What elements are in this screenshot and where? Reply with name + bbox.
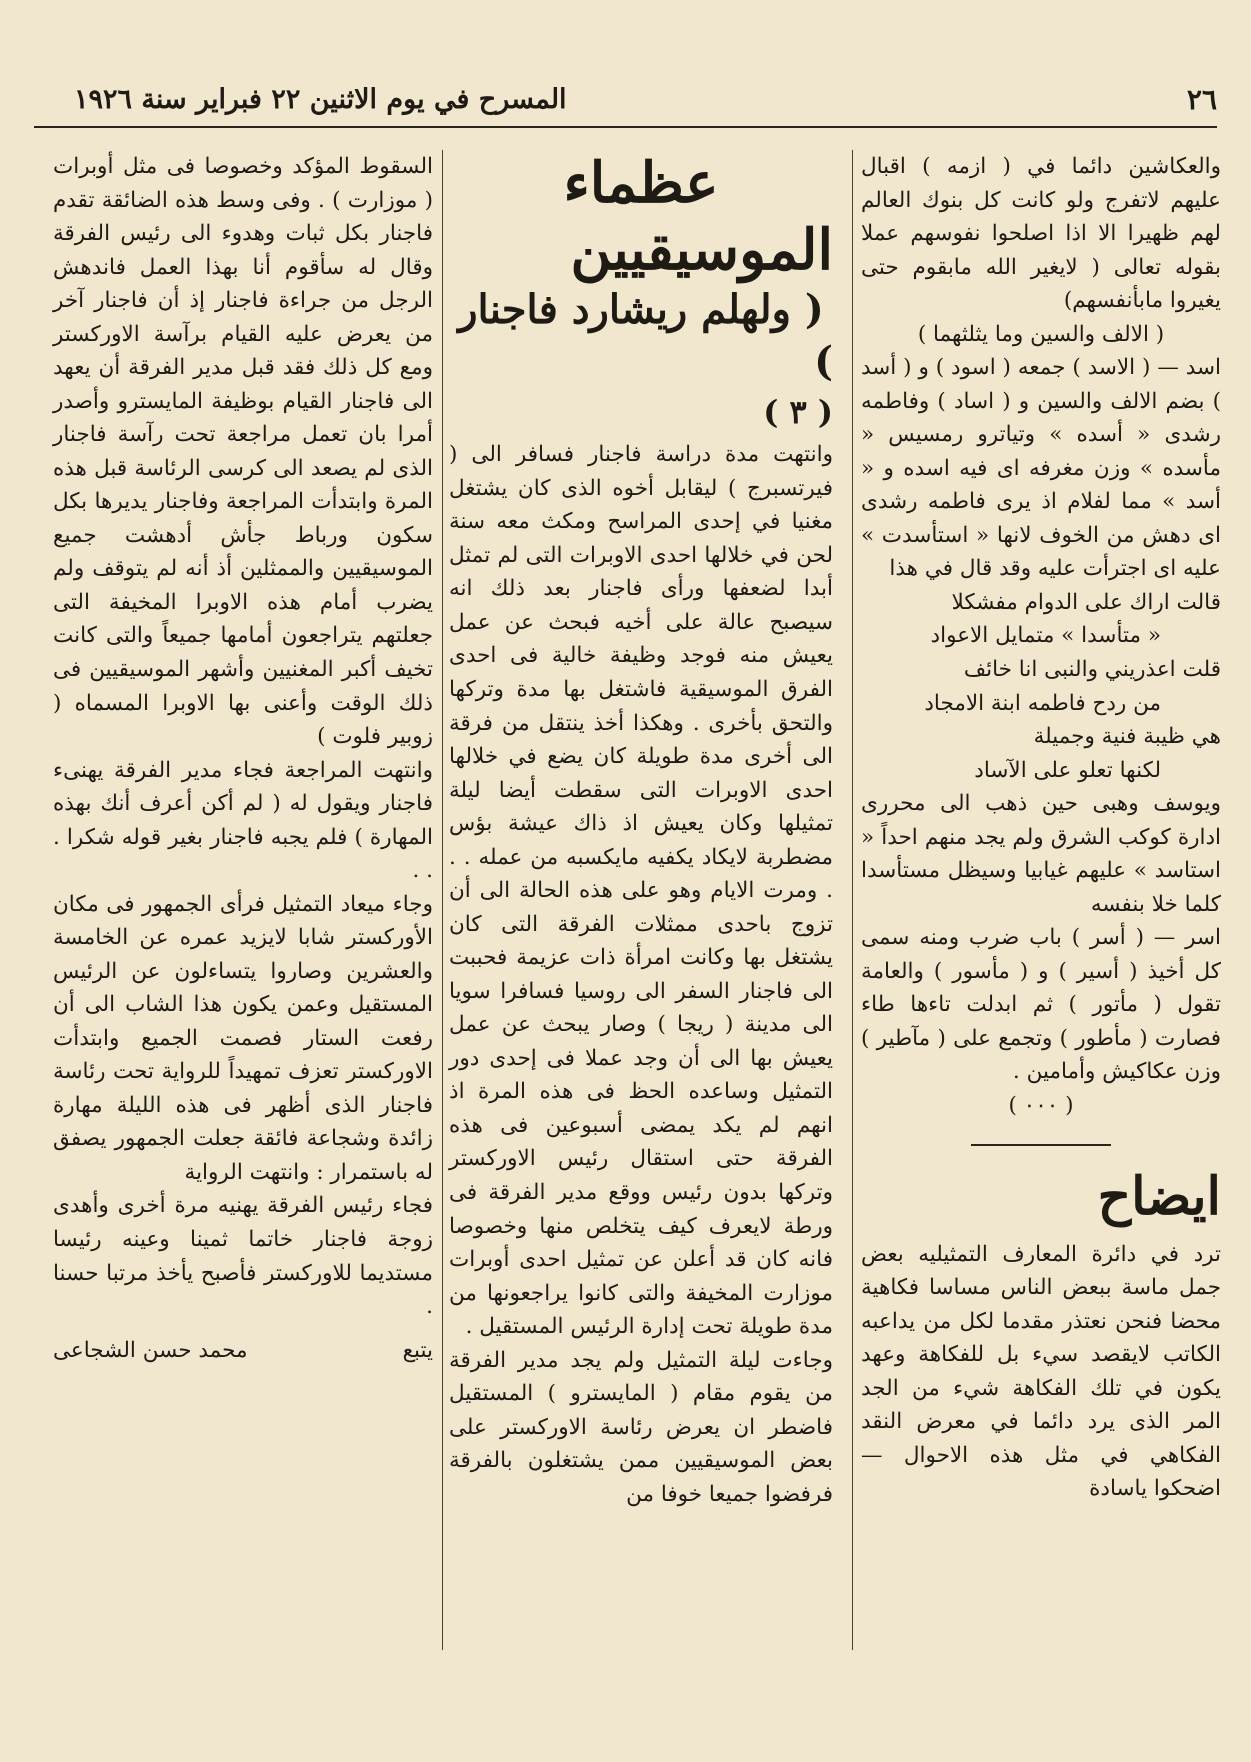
author-name: محمد حسن الشجاعى xyxy=(53,1337,248,1363)
header-title: المسرح في يوم الاثنين ٢٢ فبراير سنة ١٩٢٦ xyxy=(74,83,567,115)
verse-line: من ردح فاطمه ابنة الامجاد xyxy=(924,690,1161,716)
signature-line xyxy=(53,1334,433,1368)
verse-line: لكنها تعلو على الآساد xyxy=(974,757,1161,783)
section-title: ايضاح xyxy=(1097,1166,1221,1228)
verse-line: قلت اعذريني والنبى انا خائف xyxy=(963,656,1221,682)
middle-column xyxy=(449,150,833,1511)
paragraph: وانتهت المراجعة فجاء مدير الفرقة يهنىء فاجنار ويقول له ( لم أكن أعرف أنك بهذه المهارة ) فلم يجبه فاجنار بغير قوله شكرا . . . xyxy=(53,757,433,884)
page-header xyxy=(34,72,1217,128)
subheading: ( الالف والسين وما يثلثهما ) xyxy=(917,321,1165,347)
paragraph: وانتهت مدة دراسة فاجنار فسافر الى ( فيرتسبرج ) ليقابل أخوه الذى كان يشتغل مغنيا في إحدى المراسح ومكث معه سنة لحن في خلالها احدى الاوبرات التى لم تمثل أبدا لضعفها ورأى فاجنار بعد ذلك انه سيصبح عالة على أخيه فبحث عن عمل يعيش منه فوجد وظيفة خالية فى احدى الفرق الموسيقية فاشتغل بها مدة وتركها والتحق بأخرى . وهكذا أخذ ينتقل من فرقة الى أخرى مدة طويلة كان يضع في خلالها احدى الاوبرات التى سقطت أيضا ليلة تمثيلها وكان يعيش اذ ذاك عيشة بؤس مضطربة لايكاد يكفيه مايكسبه من عمله . . . ومرت الايام وهو على هذه الحالة الى أن تزوج باحدى ممثلات الفرقة التى كان يشتغل بها وكانت امرأة ذات عزيمة فحببت الى فاجنار السفر الى روسيا فسافرا سويا الى مدينة ( ريجا ) وصار يبحث عن عمل يعيش بها الى أن وجد عملا فى إحدى دور التمثيل وساعده الحظ فى هذه المرة اذ انهم لم يكد يمضى أسبوعين فى هذه الفرقة حتى استقال رئيس الاوركستر وتركها بدون رئيس ووقع مدير الفرقة فى ورطة لايعرف كيف يتخلص منها وخصوصا فانه كان قد أعلن عن تمثيل احدى أوبرات موزارت المخيفة والتى كانوا يراجعونها من مدة طويلة تحت إدارة الرئيس المستقيل . xyxy=(449,442,833,1340)
section-separator xyxy=(971,1144,1111,1146)
paragraph: فجاء رئيس الفرقة يهنيه مرة أخرى وأهدى زوجة فاجنار خاتما ثمينا وعينه رئيسا مستديما للاوركستر فأصبح يأخذ مرتبا حسنا . xyxy=(53,1193,433,1320)
paragraph: والعكاشين دائما في ( ازمه ) اقبال عليهم لاتفرج ولو كانت كل بنوك العالم لهم ظهيرا الا اذا اصلحوا نفوسهم عملا بقوله تعالى ( لايغير الله مابقوم حتى يغيروا مابأنفسهم) xyxy=(861,154,1221,314)
paragraph: اسر — ( أسر ) باب ضرب ومنه سمى كل أخيذ ( أسير ) و ( مأسور ) والعامة تقول ( مأتور ) ثم ابدلت تاءها طاء فصارت ( مأطور ) وتجمع على ( مآطير ) وزن عكاكيش وأمامين . xyxy=(861,925,1221,1085)
column-divider xyxy=(852,150,853,1650)
end-mark: ( ٠٠٠ ) xyxy=(1008,1092,1074,1118)
column-divider xyxy=(442,150,443,1650)
article-subtitle: ( ولهلم ريشارد فاجنار ) xyxy=(458,286,833,386)
paragraph: وجاءت ليلة التمثيل ولم يجد مدير الفرقة من يقوم مقام ( المايسترو ) المستقيل فاضطر ان يعرض رئاسة الاوركستر على بعض الموسيقيين ممن يشتغلون بالفرقة فرفضوا جميعا خوفا من xyxy=(449,1347,833,1507)
article-part: ( ٣ ) xyxy=(763,393,833,432)
paragraph: وجاء ميعاد التمثيل فرأى الجمهور فى مكان الأوركستر شابا لايزيد عمره عن الخامسة والعشرين وصاروا يتساءلون عن الرئيس المستقيل وعمن يكون هذا الشاب الى أن رفعت الستار فصمت الجميع وابتدأت الاوركستر تعزف تمهيداً للرواية تحت رئاسة فاجنار الذى أظهر فى هذه الليلة مهارة زائدة وشجاعة فائقة جعلت الجمهور يصفق له باستمرار : وانتهت الرواية xyxy=(53,891,433,1185)
article-title: عظماء الموسيقيين xyxy=(563,150,833,284)
verse-line: « متأسدا » متمايل الاعواد xyxy=(930,623,1161,649)
verse-line: قالت اراك على الدوام مفشكلا xyxy=(951,589,1221,615)
paragraph: السقوط المؤكد وخصوصا فى مثل أوبرات ( موزارت ) . وفى وسط هذه الضائقة تقدم فاجنار بكل ثبات وهدوء الى رئيس الفرقة وقال له سأقوم أنا بهذا العمل فاندهش الرجل من جراءة فاجنار إذ أن فاجنار آخر من يعرض عليه القيام برآسة الاوركستر ومع كل ذلك فقد قبل مدير الفرقة أن يعهد الى فاجنار القيام بوظيفة المايسترو وأصدر أمرا بان تعمل مراجعة تحت رآسة فاجنار الذى لم يصعد الى كرسى الرئاسة قبل هذه المرة وابتدأت المراجعة وفاجنار يديرها بكل سكون ورباط جأش أدهشت جميع الموسيقيين والممثلين أذ أنه لم يتوقف ولم يضرب أمام هذه الاوبرا المخيفة التى جعلتهم يتراجعون أمامها جميعاً والتى كانت تخيف أكبر المغنيين وأشهر الموسيقيين فى ذلك الوقت وأعنى بها الاوبرا المسماه ( زوبير فلوت ) xyxy=(53,154,433,750)
paragraph: اسد — ( الاسد ) جمعه ( اسود ) و ( أسد ) بضم الالف والسين و ( اساد ) وفاطمه رشدى « أسده » وتياترو رمسيس « مأسده » وزن مغرفه اى فيه اسده و « أسد » مما لفلام اذ يرى فاطمه رشدى اى دهش من الخوف لانها « استأسدت » عليه اى اجترأت عليه وقد قال في هذا xyxy=(861,355,1221,582)
paragraph: ويوسف وهبى حين ذهب الى محررى ادارة كوكب الشرق ولم يجد منهم احداً « استاسد » عليهم غيابيا وسيظل مستأسدا كلما خلا بنفسه xyxy=(861,791,1221,917)
to-be-continued: يتبع xyxy=(402,1337,433,1363)
left-column xyxy=(53,150,433,1367)
page-number: ٢٦ xyxy=(1186,82,1217,116)
paragraph: ترد في دائرة المعارف التمثيليه بعض جمل ماسة ببعض الناس مساسا فكاهية محضا فنحن نعتذر مقدما لكل من يداعبه الكاتب لايقصد سيء بل للفكاهة وعهد يكون في تلك الفكاهة شيء من الجد المر الذى يرد دائما في معرض النقد الفكاهي في مثل هذه الاحوال — اضحكوا ياسادة xyxy=(861,1241,1221,1502)
right-column xyxy=(861,150,1221,1506)
verse-line: هي ظيبة فنية وجميلة xyxy=(1033,724,1221,750)
